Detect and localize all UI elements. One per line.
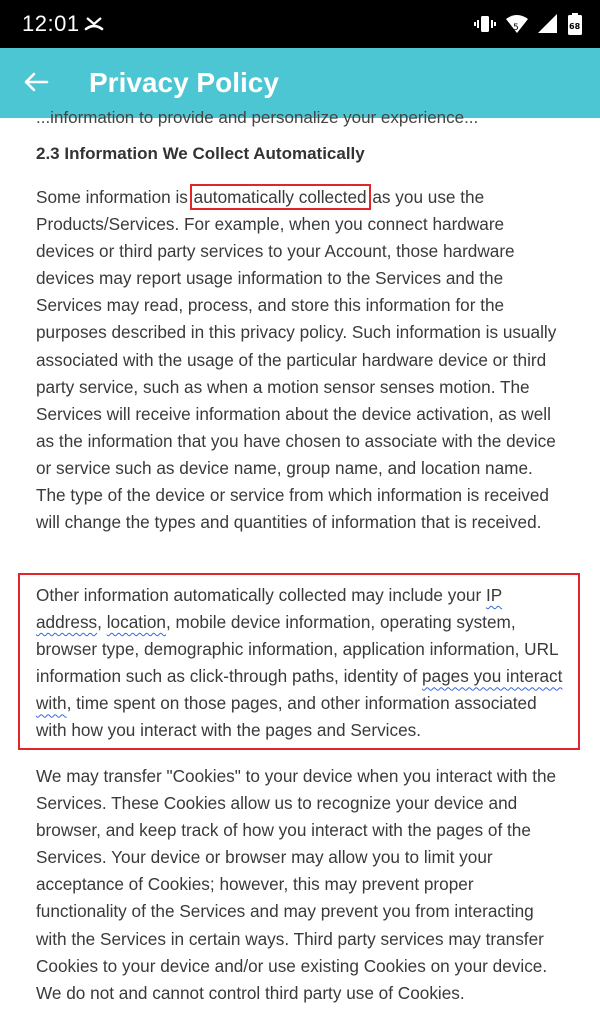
battery-label: 68 (569, 22, 581, 31)
paragraph-auto-collected: Some information is automatically collected as you use the Products/Services. For example, when you connect hardware devices or third party services to your Account, those hardware devices may report usage information to the Services and the Services may read, process, and store this information for the purposes described in this privacy policy. Such information is usually associated with the usage of the particular hardware device or third party service, such as when a motion sensor senses motion. The Services will receive information about the device activation, as well as the information that you have chosen to associate with the device or service such as device name, group name, and location name. The type of the device or service from which information is received will change the types and quantities of information that is received. (36, 187, 557, 533)
spellcheck-underline-ip: IP address (36, 585, 503, 633)
paragraph-other-info: Other information automatically collected may include your IP address, location, mobile device information, operating system, browser type, demographic information, application information, URL information such as click-through paths, identity of pages you interact with, time spent on those pages, and other information associated with how you interact with the pages and Services. (36, 585, 563, 741)
spellcheck-underline-pages: pages you interact with (36, 666, 563, 714)
status-bar (0, 0, 600, 48)
paragraph-cookies: We may transfer "Cookies" to your device when you interact with the Services. These Cookies allow us to recognize your device and browser, and keep track of how you interact with the pages of the Services. Your device or browser may allow you to limit your acceptance of Cookies; however, this may prevent proper functionality of the Services and may prevent you from interacting with the Services in certain ways. Third party services may transfer Cookies to your device and/or use existing Cookies on your device. We do not and cannot control third party use of Cookies. (36, 766, 557, 1003)
wifi-icon (506, 14, 528, 34)
cell-signal-icon (538, 14, 558, 34)
highlighted-phrase: automatically collected (193, 187, 367, 207)
back-button[interactable] (18, 64, 54, 100)
missed-call-icon (84, 12, 104, 34)
spellcheck-underline-location: location (106, 612, 166, 633)
policy-content[interactable] (0, 108, 600, 1018)
cut-off-text-line: ...information to provide and personalize your experience... (36, 108, 479, 127)
battery-icon (568, 13, 582, 35)
vibrate-icon (474, 14, 496, 34)
page-title: Privacy Policy (89, 67, 279, 98)
status-time: 12:01 (22, 11, 80, 36)
network-label: 5 (513, 23, 519, 33)
status-icons (474, 10, 582, 38)
arrow-left-icon (23, 71, 49, 93)
section-heading: 2.3 Information We Collect Automatically (36, 144, 365, 163)
